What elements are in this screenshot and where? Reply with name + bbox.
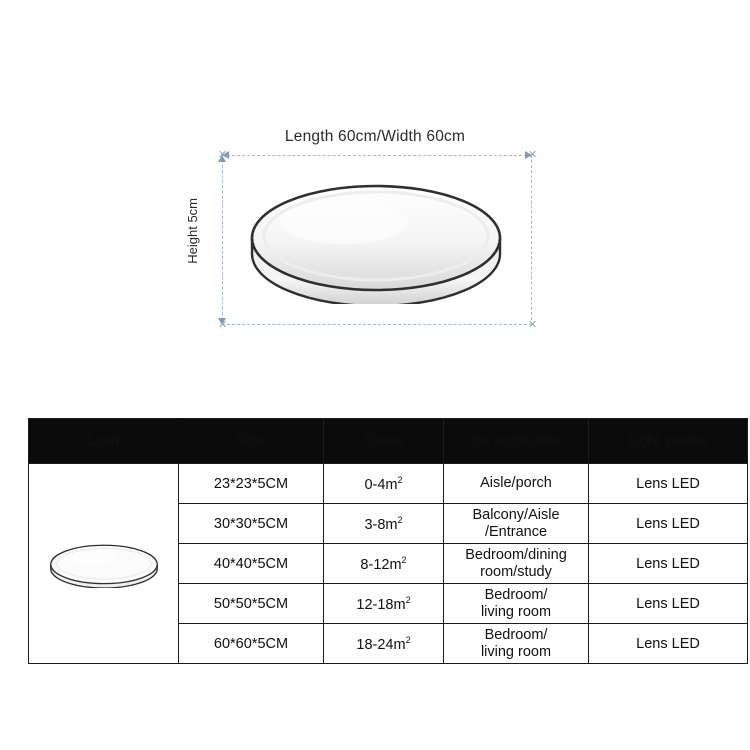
cell-space-value: 3-8 <box>364 516 386 533</box>
cell-space-unit: m <box>389 556 402 573</box>
cell-applicable-line1: Bedroom/ <box>484 627 548 644</box>
cell-applicable <box>444 544 589 584</box>
cell-space <box>324 504 444 544</box>
cell-applicable-line2: living room <box>480 603 552 620</box>
cell-light-source: Lens LED <box>589 504 748 544</box>
specification-table <box>28 418 722 664</box>
cell-light-source: Lens LED <box>589 624 748 664</box>
cell-space-exponent: 2 <box>397 474 403 485</box>
cell-space-exponent: 2 <box>405 634 411 645</box>
ceiling-lamp-thumbnail-icon <box>44 540 164 588</box>
table-header-row <box>29 419 748 464</box>
cell-space-exponent: 2 <box>401 554 407 565</box>
cell-light-source: Lens LED <box>589 544 748 584</box>
cell-applicable <box>444 584 589 624</box>
top-dimension-label: Length 60cm/Width 60cm <box>284 128 466 145</box>
cell-space-value: 12-18 <box>356 596 394 613</box>
table-row <box>29 464 748 504</box>
cell-space <box>324 624 444 664</box>
left-dimension-label: Height 5cm <box>185 198 200 264</box>
cell-applicable-line1: Bedroom/dining <box>465 547 567 564</box>
cell-size: 40*40*5CM <box>179 544 324 584</box>
cell-space-unit: m <box>385 516 398 533</box>
column-header-space: Space <box>324 419 444 464</box>
corner-marker-tl: ✕ <box>218 149 228 161</box>
column-header-applicable: Be applicable <box>444 419 589 464</box>
cell-applicable-line2: /Entrance <box>484 523 548 540</box>
cell-size: 50*50*5CM <box>179 584 324 624</box>
cell-size: 60*60*5CM <box>179 624 324 664</box>
lamp-thumbnail-cell <box>29 464 179 664</box>
cell-applicable-line1: Aisle/porch <box>480 475 552 492</box>
corner-marker-bl: ✕ <box>218 319 228 331</box>
cell-space <box>324 584 444 624</box>
cell-applicable <box>444 504 589 544</box>
cell-light-source: Lens LED <box>589 584 748 624</box>
cell-space-unit: m <box>385 476 398 493</box>
cell-space-value: 0-4 <box>364 476 386 493</box>
corner-marker-br: ✕ <box>528 319 538 331</box>
column-header-light-source: Light source <box>589 419 748 464</box>
cell-applicable-line1: Balcony/Aisle <box>472 507 560 524</box>
height-dimension-arrow <box>222 155 223 325</box>
cell-space-exponent: 2 <box>397 514 403 525</box>
cell-light-source: Lens LED <box>589 464 748 504</box>
column-header-size: Size <box>179 419 324 464</box>
corner-marker-tr: ✕ <box>528 149 538 161</box>
cell-space-unit: m <box>393 596 406 613</box>
cell-applicable-line1: Bedroom/ <box>484 587 548 604</box>
cell-space-value: 8-12 <box>360 556 390 573</box>
width-dimension-arrow <box>222 155 532 156</box>
column-header-icon: Lcon <box>29 419 179 464</box>
cell-applicable-line2: room/study <box>480 563 552 580</box>
cell-space-unit: m <box>393 636 406 653</box>
cell-applicable-line2: living room <box>480 643 552 660</box>
cell-size: 23*23*5CM <box>179 464 324 504</box>
cell-applicable <box>444 464 589 504</box>
cell-size: 30*30*5CM <box>179 504 324 544</box>
ceiling-lamp-illustration-icon <box>248 172 504 304</box>
cell-applicable <box>444 624 589 664</box>
cell-space <box>324 544 444 584</box>
cell-space <box>324 464 444 504</box>
cell-space-value: 18-24 <box>356 636 394 653</box>
cell-space-exponent: 2 <box>405 594 411 605</box>
